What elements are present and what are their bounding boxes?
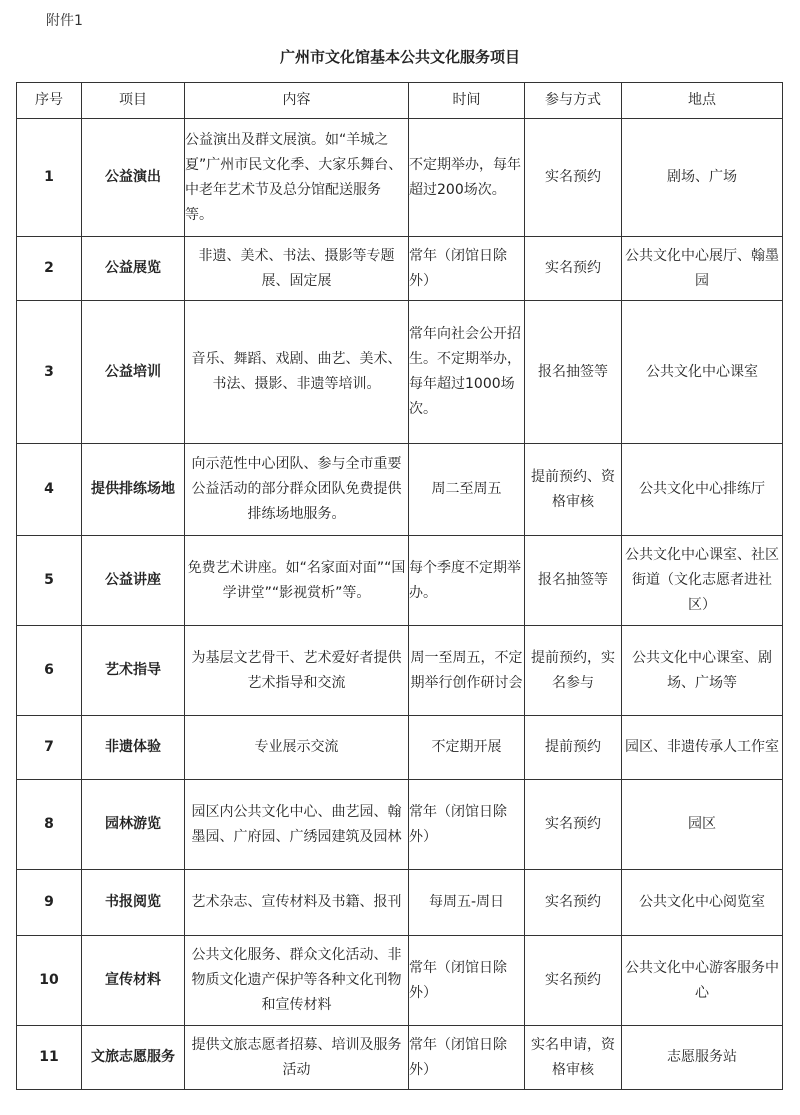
cell-place: 公共文化中心展厅、翰墨园 [622,237,783,301]
cell-method: 报名抽签等 [525,536,622,626]
cell-method: 实名预约 [525,237,622,301]
cell-time: 周一至周五，不定期举行创作研讨会 [409,626,525,716]
cell-item: 园林游览 [82,780,185,870]
table-row [17,301,783,444]
cell-content: 免费艺术讲座。如“名家面对面”“国学讲堂”“影视赏析”等。 [185,536,409,626]
cell-item: 宣传材料 [82,936,185,1026]
page-title: 广州市文化馆基本公共文化服务项目 [279,48,520,66]
cell-item: 公益培训 [82,301,185,444]
cell-no: 10 [17,936,82,1026]
cell-place: 园区 [622,780,783,870]
table-row [17,237,783,301]
cell-content: 园区内公共文化中心、曲艺园、翰墨园、广府园、广绣园建筑及园林 [185,780,409,870]
cell-time: 不定期开展 [409,716,525,780]
cell-place: 剧场、广场 [622,119,783,237]
cell-item: 公益演出 [82,119,185,237]
cell-content: 提供文旅志愿者招募、培训及服务活动 [185,1026,409,1090]
cell-time: 常年（闭馆日除外） [409,1026,525,1090]
cell-place: 公共文化中心课室、社区街道（文化志愿者进社区） [622,536,783,626]
cell-content: 艺术杂志、宣传材料及书籍、报刊 [185,870,409,936]
cell-method: 提前预约，实名参与 [525,626,622,716]
column-header-content: 内容 [185,83,409,119]
cell-place: 公共文化中心课室 [622,301,783,444]
cell-method: 报名抽签等 [525,301,622,444]
cell-place: 园区、非遗传承人工作室 [622,716,783,780]
cell-item: 书报阅览 [82,870,185,936]
cell-item: 公益讲座 [82,536,185,626]
cell-item: 非遗体验 [82,716,185,780]
attachment-label: 附件1 [46,13,83,29]
cell-time: 常年（闭馆日除外） [409,237,525,301]
column-header-method: 参与方式 [525,83,622,119]
cell-time: 每周五-周日 [409,870,525,936]
cell-no: 6 [17,626,82,716]
cell-item: 公益展览 [82,237,185,301]
cell-content: 公共文化服务、群众文化活动、非物质文化遗产保护等各种文化刊物和宣传材料 [185,936,409,1026]
cell-place: 志愿服务站 [622,1026,783,1090]
column-header-no: 序号 [17,83,82,119]
services-table [16,82,783,1090]
cell-method: 提前预约 [525,716,622,780]
cell-place: 公共文化中心阅览室 [622,870,783,936]
cell-content: 为基层文艺骨干、艺术爱好者提供艺术指导和交流 [185,626,409,716]
cell-time: 常年（闭馆日除外） [409,936,525,1026]
cell-place: 公共文化中心课室、剧场、广场等 [622,626,783,716]
column-header-time: 时间 [409,83,525,119]
cell-content: 专业展示交流 [185,716,409,780]
cell-place: 公共文化中心排练厅 [622,444,783,536]
cell-time: 常年向社会公开招生。不定期举办，每年超过1000场次。 [409,301,525,444]
cell-no: 11 [17,1026,82,1090]
cell-content: 向示范性中心团队、参与全市重要公益活动的部分群众团队免费提供排练场地服务。 [185,444,409,536]
cell-no: 8 [17,780,82,870]
cell-no: 7 [17,716,82,780]
cell-place: 公共文化中心游客服务中心 [622,936,783,1026]
cell-content: 公益演出及群文展演。如“羊城之夏”广州市民文化季、大家乐舞台、中老年艺术节及总分馆配送服务等。 [185,119,409,237]
cell-method: 实名预约 [525,780,622,870]
table-row [17,444,783,536]
cell-no: 1 [17,119,82,237]
table-row [17,119,783,237]
cell-content: 非遗、美术、书法、摄影等专题展、固定展 [185,237,409,301]
column-header-item: 项目 [82,83,185,119]
table-row [17,1026,783,1090]
column-header-place: 地点 [622,83,783,119]
cell-method: 提前预约、资格审核 [525,444,622,536]
cell-method: 实名申请，资格审核 [525,1026,622,1090]
cell-no: 3 [17,301,82,444]
table-row [17,626,783,716]
cell-item: 艺术指导 [82,626,185,716]
cell-time: 不定期举办，每年超过200场次。 [409,119,525,237]
cell-no: 2 [17,237,82,301]
cell-method: 实名预约 [525,870,622,936]
cell-time: 常年（闭馆日除外） [409,780,525,870]
cell-content: 音乐、舞蹈、戏剧、曲艺、美术、书法、摄影、非遗等培训。 [185,301,409,444]
table-header-row [17,83,783,119]
table-row [17,780,783,870]
cell-method: 实名预约 [525,936,622,1026]
cell-time: 每个季度不定期举办。 [409,536,525,626]
cell-item: 文旅志愿服务 [82,1026,185,1090]
table-row [17,536,783,626]
cell-method: 实名预约 [525,119,622,237]
table-row [17,716,783,780]
cell-no: 5 [17,536,82,626]
table-row [17,870,783,936]
cell-time: 周二至周五 [409,444,525,536]
table-row [17,936,783,1026]
cell-item: 提供排练场地 [82,444,185,536]
cell-no: 4 [17,444,82,536]
cell-no: 9 [17,870,82,936]
